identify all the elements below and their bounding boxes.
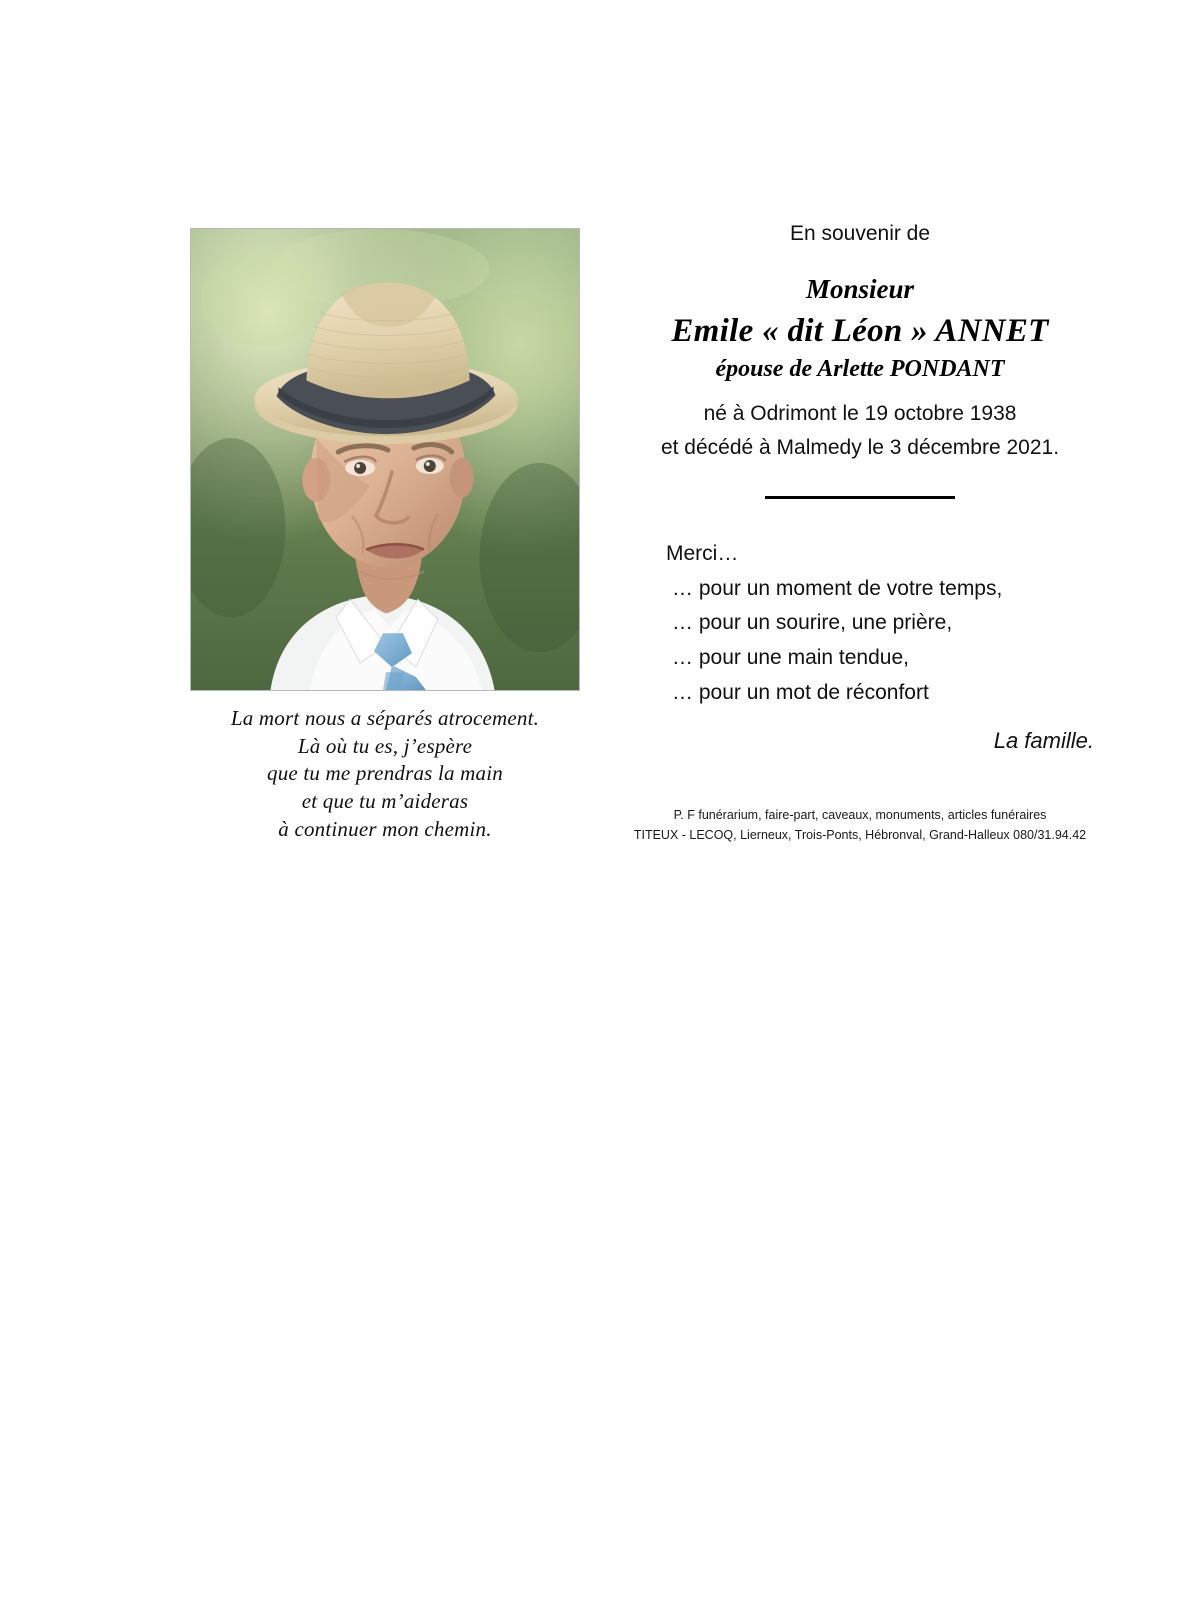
poem-line: que tu me prendras la main bbox=[267, 761, 503, 786]
portrait-illustration bbox=[191, 229, 579, 690]
thanks-item: … pour un sourire, une prière, bbox=[672, 611, 953, 635]
honorific: Monsieur bbox=[805, 274, 915, 304]
footer-line: TITEUX - LECOQ, Lierneux, Trois-Ponts, Hébronval, Grand-Halleux 080/31.94.42 bbox=[633, 827, 1087, 842]
thanks-block bbox=[620, 537, 1100, 710]
portrait-photo bbox=[190, 228, 580, 691]
poem-block bbox=[190, 705, 580, 844]
death-line: et décédé à Malmedy le 3 décembre 2021. bbox=[660, 435, 1060, 459]
thanks-lead: Merci… bbox=[666, 542, 739, 566]
thanks-item: … pour une main tendue, bbox=[672, 646, 909, 670]
section-divider bbox=[765, 496, 955, 499]
poem-line: et que tu m’aideras bbox=[301, 789, 469, 814]
signature: La famille. bbox=[993, 728, 1094, 754]
spouse-line: épouse de Arlette PONDANT bbox=[715, 356, 1005, 382]
name-block bbox=[620, 274, 1100, 383]
poem-line: Là où tu es, j’espère bbox=[297, 733, 473, 758]
birth-line: né à Odrimont le 19 octobre 1938 bbox=[703, 402, 1017, 425]
left-column bbox=[190, 228, 580, 844]
funeral-home-footer bbox=[620, 806, 1100, 845]
right-column bbox=[620, 222, 1100, 845]
footer-line: P. F funérarium, faire-part, caveaux, monuments, articles funéraires bbox=[673, 808, 1047, 823]
poem-line: La mort nous a séparés atrocement. bbox=[230, 706, 540, 730]
thanks-item: … pour un moment de votre temps, bbox=[672, 576, 1003, 600]
poem-line: à continuer mon chemin. bbox=[278, 816, 492, 841]
thanks-item: … pour un mot de réconfort bbox=[672, 680, 929, 704]
deceased-name: Emile « dit Léon » ANNET bbox=[671, 313, 1049, 349]
memorial-intro: En souvenir de bbox=[789, 222, 931, 245]
